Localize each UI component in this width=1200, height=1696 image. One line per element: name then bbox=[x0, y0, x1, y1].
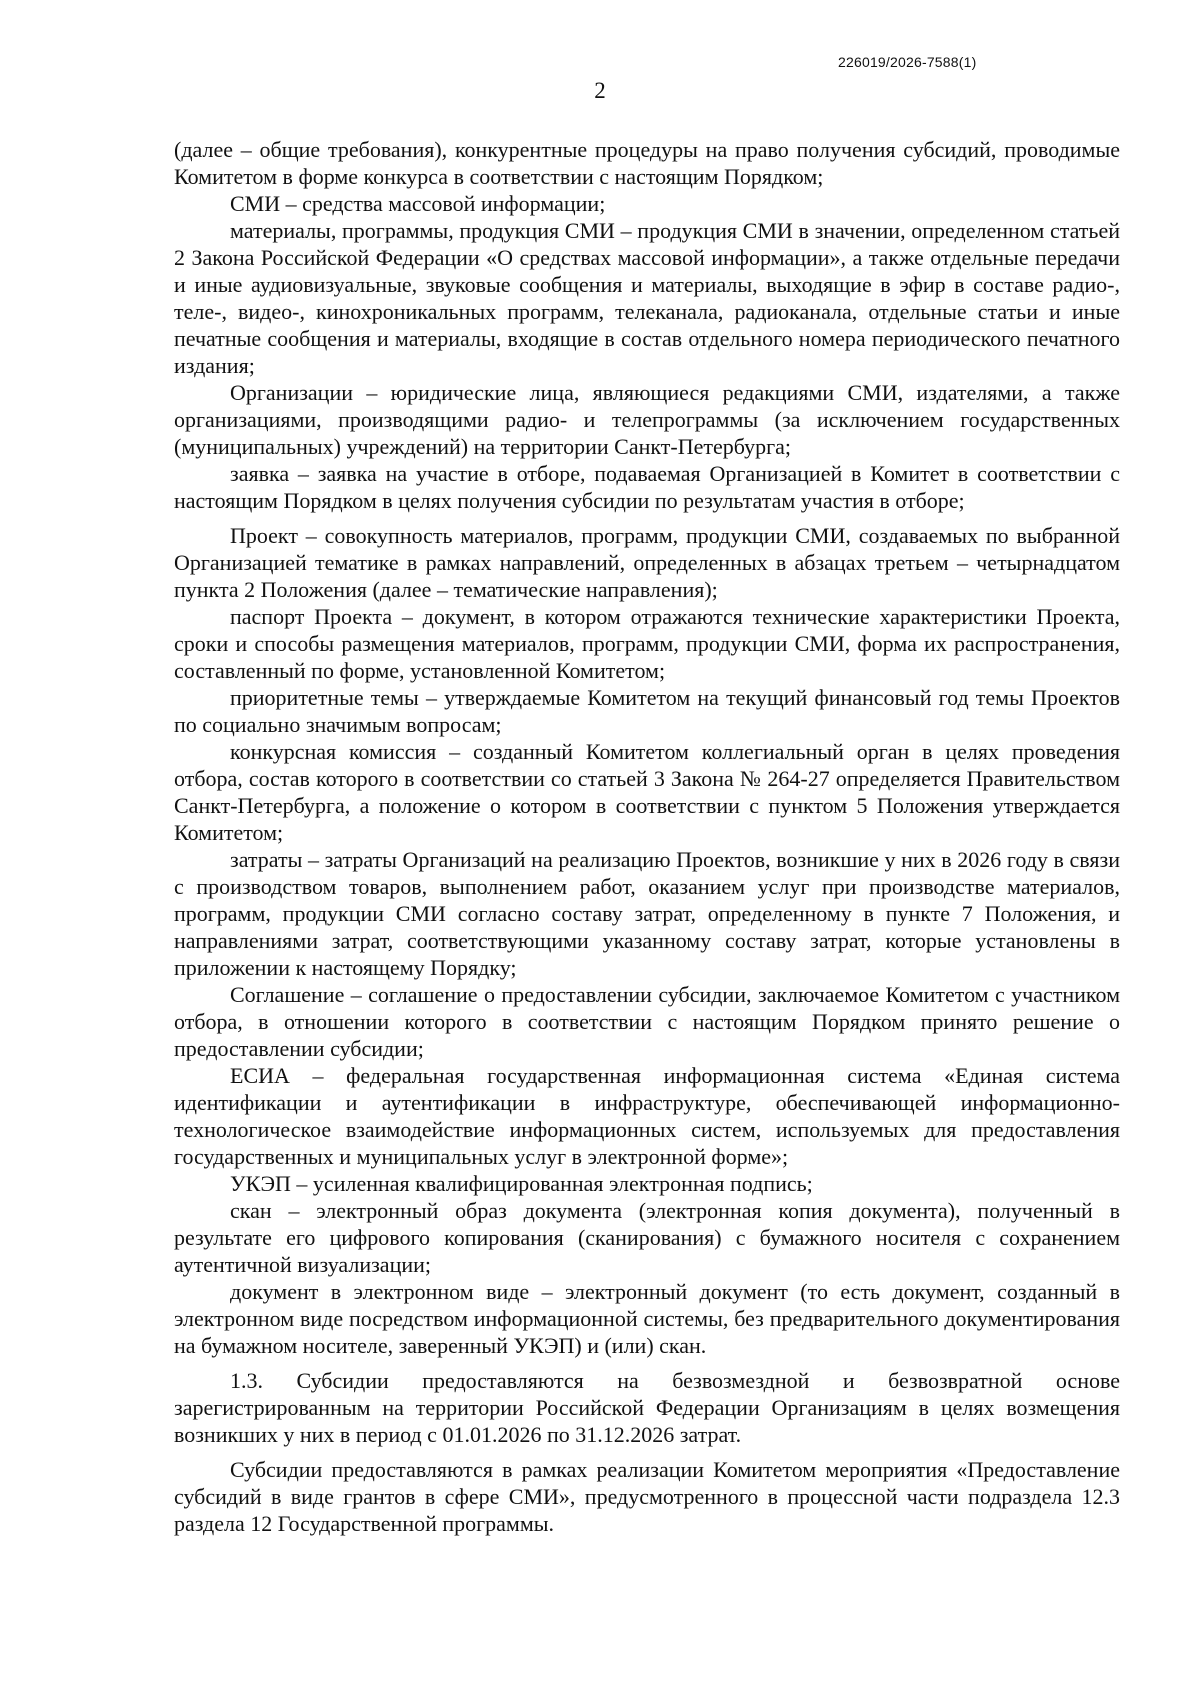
paragraph-smi-definition: СМИ – средства массовой информации; bbox=[230, 191, 606, 216]
paragraph-ukep-definition: УКЭП – усиленная квалифицированная электронная подпись; bbox=[230, 1171, 813, 1196]
paragraph-organizations-definition: Организации – юридические лица, являющиеся редакциями СМИ, издателями, а также организациями, производящими радио- и телепрограммы (за исключением государственных (муниципальных) учреждений) на территории Санкт-Петербурга; bbox=[174, 380, 1120, 459]
document-body bbox=[174, 136, 1120, 1537]
page-number: 2 bbox=[594, 78, 606, 103]
paragraph-scan-definition: скан – электронный образ документа (электронная копия документа), полученный в результате его цифрового копирования (сканирования) с бумажного носителя с сохранением аутентичной визуализации; bbox=[174, 1198, 1120, 1277]
paragraph-project-passport-definition: паспорт Проекта – документ, в котором отражаются технические характеристики Проекта, сроки и способы размещения материалов, программ, продукции СМИ, форма их распространения, составленный по форме, установленной Комитетом; bbox=[174, 604, 1120, 683]
paragraph-commission-definition: конкурсная комиссия – созданный Комитетом коллегиальный орган в целях проведения отбора, состав которого в соответствии со статьей 3 Закона № 264-27 определяется Правительством Санкт-Петербурга, а положение о котором в соответствии с пунктом 5 Положения утверждается Комитетом; bbox=[174, 739, 1120, 845]
document-registration-number: 226019/2026-7588(1) bbox=[838, 54, 977, 70]
paragraph-materials-definition: материалы, программы, продукция СМИ – продукция СМИ в значении, определенном статьей 2 Закона Российской Федерации «О средствах массовой информации», а также отдельные передачи и иные аудиовизуальные, звуковые сообщения и материалы, выходящие в эфир в составе радио-, теле-, видео-, кинохроникальных программ, телеканала, радиоканала, отдельные статьи и иные печатные сообщения и материалы, входящие в состав отдельного номера периодического печатного издания; bbox=[174, 218, 1120, 378]
paragraph-costs-definition: затраты – затраты Организаций на реализацию Проектов, возникшие у них в 2026 году в связи с производством товаров, выполнением работ, оказанием услуг при производстве материалов, программ, продукции СМИ согласно составу затрат, определенному в пункте 7 Положения, и направлениями затрат, соответствующими указанному составу затрат, которые установлены в приложении к настоящему Порядку; bbox=[174, 847, 1120, 980]
paragraph-application-definition: заявка – заявка на участие в отборе, подаваемая Организацией в Комитет в соответствии с настоящим Порядком в целях получения субсидии по результатам участия в отборе; bbox=[174, 461, 1120, 513]
paragraph-agreement-definition: Соглашение – соглашение о предоставлении субсидии, заключаемое Комитетом с участником отбора, в отношении которого в соответствии с настоящим Порядком принято решение о предоставлении субсидии; bbox=[174, 982, 1120, 1061]
paragraph-continuation: (далее – общие требования), конкурентные процедуры на право получения субсидий, проводимые Комитетом в форме конкурса в соответствии с настоящим Порядком; bbox=[174, 137, 1120, 189]
paragraph-esia-definition: ЕСИА – федеральная государственная информационная система «Единая система идентификации и аутентификации в инфраструктуре, обеспечивающей информационно-технологическое взаимодействие информационных систем, используемых для предоставления государственных и муниципальных услуг в электронной форме»; bbox=[174, 1063, 1120, 1169]
paragraph-section-1-3: 1.3. Субсидии предоставляются на безвозмездной и безвозвратной основе зарегистрированным на территории Российской Федерации Организациям в целях возмещения возникших у них в период с 01.01.2026 по 31.12.2026 затрат. bbox=[174, 1368, 1120, 1447]
paragraph-electronic-document-definition: документ в электронном виде – электронный документ (то есть документ, созданный в электронном виде посредством информационной системы, без предварительного документирования на бумажном носителе, заверенный УКЭП) и (или) скан. bbox=[174, 1279, 1120, 1358]
paragraph-subsidies-program: Субсидии предоставляются в рамках реализации Комитетом мероприятия «Предоставление субсидий в виде грантов в сфере СМИ», предусмотренного в процессной части подраздела 12.3 раздела 12 Государственной программы. bbox=[174, 1457, 1120, 1536]
paragraph-priority-topics-definition: приоритетные темы – утверждаемые Комитетом на текущий финансовый год темы Проектов по социально значимым вопросам; bbox=[174, 685, 1120, 737]
paragraph-project-definition: Проект – совокупность материалов, программ, продукции СМИ, создаваемых по выбранной Организацией тематике в рамках направлений, определенных в абзацах третьем – четырнадцатом пункта 2 Положения (далее – тематические направления); bbox=[174, 523, 1120, 602]
